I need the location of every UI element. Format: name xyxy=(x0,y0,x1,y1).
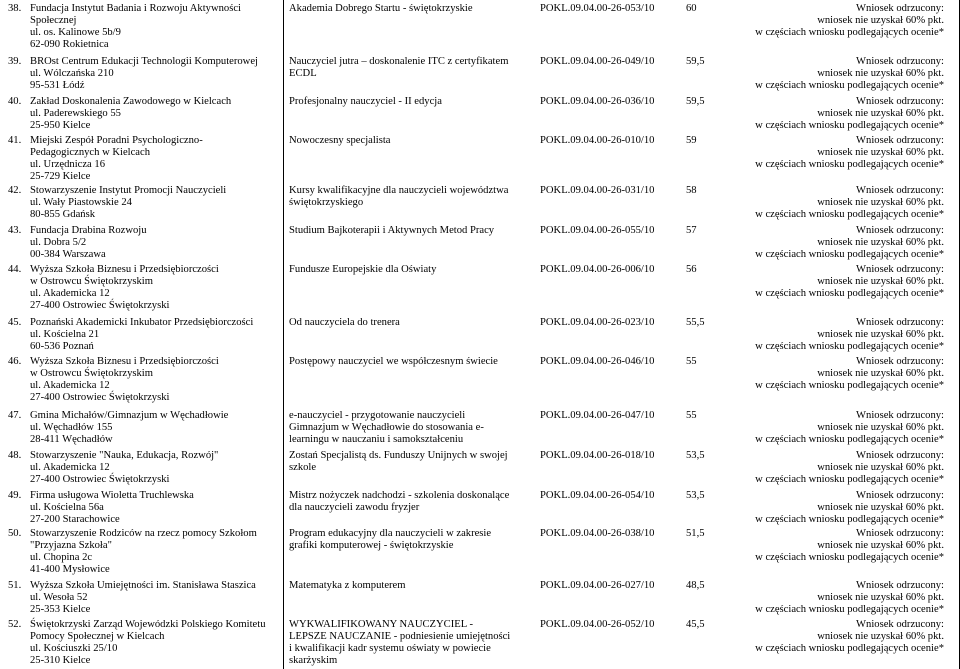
row-number: 39. xyxy=(8,56,22,67)
score-value: 59,5 xyxy=(686,56,705,67)
status-line: Wniosek odrzucony: xyxy=(856,135,944,146)
organization-line: 60-536 Poznań xyxy=(30,341,94,352)
organization-line: ul. Paderewskiego 55 xyxy=(30,108,121,119)
rejection-status xyxy=(694,3,944,39)
organization-line: 25-729 Kielce xyxy=(30,171,91,182)
status-line: w częściach wniosku podlegających ocenie* xyxy=(755,249,944,260)
status-line: wniosek nie uzyskał 60% pkt. xyxy=(817,631,944,642)
score-value: 45,5 xyxy=(686,619,705,630)
project-title xyxy=(289,490,529,514)
row-number: 51. xyxy=(8,580,22,591)
score-value: 53,5 xyxy=(686,490,705,501)
row-number: 47. xyxy=(8,410,22,421)
rejection-status xyxy=(694,264,944,300)
organization-line: ul. Wały Piastowskie 24 xyxy=(30,197,132,208)
row-number: 52. xyxy=(8,619,22,630)
organization-line: w Ostrowcu Świętokrzyskim xyxy=(30,276,153,287)
title-line: Od nauczyciela do trenera xyxy=(289,317,400,328)
project-title xyxy=(289,410,529,446)
application-code: POKL.09.04.00-26-036/10 xyxy=(540,96,655,107)
organization-line: Stowarzyszenie Instytut Promocji Nauczycieli xyxy=(30,185,227,196)
status-line: wniosek nie uzyskał 60% pkt. xyxy=(817,276,944,287)
rejection-status xyxy=(694,317,944,353)
row-number: 50. xyxy=(8,528,22,539)
applicant-organization xyxy=(30,264,280,312)
title-line: dla nauczycieli zawodu fryzjer xyxy=(289,502,420,513)
status-line: w częściach wniosku podlegających ocenie* xyxy=(755,27,944,38)
organization-line: 28-411 Węchadłów xyxy=(30,434,113,445)
status-line: w częściach wniosku podlegających ocenie* xyxy=(755,209,944,220)
status-line: w częściach wniosku podlegających ocenie* xyxy=(755,434,944,445)
organization-line: 25-950 Kielce xyxy=(30,120,91,131)
status-line: w częściach wniosku podlegających ocenie* xyxy=(755,380,944,391)
project-title xyxy=(289,3,529,15)
organization-line: Firma usługowa Wioletta Truchlewska xyxy=(30,490,194,501)
applicant-organization xyxy=(30,490,280,526)
organization-line: 25-310 Kielce xyxy=(30,655,91,666)
organization-line: ul. Akademicka 12 xyxy=(30,462,110,473)
title-line: i kwalifikacji kadr systemu oświaty w powiecie xyxy=(289,643,491,654)
score-value: 59 xyxy=(686,135,697,146)
rejection-status xyxy=(694,135,944,171)
title-line: learningu w nauczaniu i samokształceniu xyxy=(289,434,464,445)
applicant-organization xyxy=(30,56,280,92)
status-line: w częściach wniosku podlegających ocenie* xyxy=(755,514,944,525)
title-line: Gimnazjum w Węchadłowie do stosowania e- xyxy=(289,422,484,433)
application-code: POKL.09.04.00-26-038/10 xyxy=(540,528,655,539)
row-number: 46. xyxy=(8,356,22,367)
applicant-organization xyxy=(30,580,280,616)
applicant-organization xyxy=(30,225,280,261)
status-line: wniosek nie uzyskał 60% pkt. xyxy=(817,540,944,551)
title-line: Kursy kwalifikacyjne dla nauczycieli województwa xyxy=(289,185,509,196)
row-number: 45. xyxy=(8,317,22,328)
score-value: 55 xyxy=(686,356,697,367)
status-line: w częściach wniosku podlegających ocenie* xyxy=(755,341,944,352)
organization-line: Miejski Zespół Poradni Psychologiczno- xyxy=(30,135,203,146)
project-title xyxy=(289,264,529,276)
organization-line: Pedagogicznych w Kielcach xyxy=(30,147,151,158)
application-code: POKL.09.04.00-26-006/10 xyxy=(540,264,655,275)
organization-line: "Przyjazna Szkoła" xyxy=(30,540,112,551)
organization-line: BROst Centrum Edukacji Technologii Komputerowej xyxy=(30,56,258,67)
title-line: LEPSZE NAUCZANIE - podniesienie umiejętności xyxy=(289,631,511,642)
application-code: POKL.09.04.00-26-055/10 xyxy=(540,225,655,236)
application-code: POKL.09.04.00-26-046/10 xyxy=(540,356,655,367)
status-line: wniosek nie uzyskał 60% pkt. xyxy=(817,329,944,340)
organization-line: Stowarzyszenie "Nauka, Edukacja, Rozwój" xyxy=(30,450,219,461)
applicant-organization xyxy=(30,410,280,446)
title-line: ECDL xyxy=(289,68,317,79)
status-line: Wniosek odrzucony: xyxy=(856,264,944,275)
row-number: 38. xyxy=(8,3,22,14)
title-line: grafiki komputerowej - świętokrzyskie xyxy=(289,540,454,551)
project-title xyxy=(289,450,529,474)
rejection-status xyxy=(694,225,944,261)
title-line: Profesjonalny nauczyciel - II edycja xyxy=(289,96,442,107)
organization-line: ul. Węchadłów 155 xyxy=(30,422,113,433)
organization-line: 80-855 Gdańsk xyxy=(30,209,96,220)
status-line: Wniosek odrzucony: xyxy=(856,185,944,196)
organization-line: Zakład Doskonalenia Zawodowego w Kielcach xyxy=(30,96,232,107)
organization-line: 27-400 Ostrowiec Świętokrzyski xyxy=(30,392,170,403)
status-line: wniosek nie uzyskał 60% pkt. xyxy=(817,422,944,433)
organization-line: ul. Akademicka 12 xyxy=(30,380,110,391)
status-line: w częściach wniosku podlegających ocenie* xyxy=(755,604,944,615)
status-line: wniosek nie uzyskał 60% pkt. xyxy=(817,15,944,26)
organization-line: Fundacja Drabina Rozwoju xyxy=(30,225,147,236)
row-number: 44. xyxy=(8,264,22,275)
applicant-organization xyxy=(30,528,280,576)
organization-line: Społecznej xyxy=(30,15,77,26)
organization-line: Wyższa Szkoła Biznesu i Przedsiębiorczości xyxy=(30,356,219,367)
organization-line: 95-531 Łódź xyxy=(30,80,85,91)
organization-line: ul. Akademicka 12 xyxy=(30,288,110,299)
score-value: 56 xyxy=(686,264,697,275)
project-title xyxy=(289,185,529,209)
status-line: wniosek nie uzyskał 60% pkt. xyxy=(817,237,944,248)
project-title xyxy=(289,619,529,667)
application-code: POKL.09.04.00-26-047/10 xyxy=(540,410,655,421)
status-line: Wniosek odrzucony: xyxy=(856,96,944,107)
status-line: w częściach wniosku podlegających ocenie* xyxy=(755,552,944,563)
organization-line: 27-400 Ostrowiec Świętokrzyski xyxy=(30,300,170,311)
score-value: 59,5 xyxy=(686,96,705,107)
status-line: Wniosek odrzucony: xyxy=(856,580,944,591)
title-line: Postępowy nauczyciel we współczesnym świecie xyxy=(289,356,498,367)
project-title xyxy=(289,356,529,368)
organization-line: Świętokrzyski Zarząd Wojewódzki Polskiego Komitetu xyxy=(30,619,266,630)
status-line: Wniosek odrzucony: xyxy=(856,619,944,630)
rejection-status xyxy=(694,619,944,655)
applicant-organization xyxy=(30,135,280,183)
status-line: w częściach wniosku podlegających ocenie* xyxy=(755,80,944,91)
title-line: Zostań Specjalistą ds. Funduszy Unijnych w swojej xyxy=(289,450,508,461)
status-line: Wniosek odrzucony: xyxy=(856,56,944,67)
project-title xyxy=(289,225,529,237)
project-title xyxy=(289,580,529,592)
rejection-status xyxy=(694,56,944,92)
column-divider xyxy=(283,0,284,669)
applicant-organization xyxy=(30,619,280,667)
organization-line: ul. os. Kalinowe 5b/9 xyxy=(30,27,121,38)
status-line: Wniosek odrzucony: xyxy=(856,490,944,501)
rejection-status xyxy=(694,410,944,446)
project-title xyxy=(289,56,529,80)
organization-line: 62-090 Rokietnica xyxy=(30,39,109,50)
organization-line: ul. Wesoła 52 xyxy=(30,592,88,603)
status-line: wniosek nie uzyskał 60% pkt. xyxy=(817,197,944,208)
status-line: w częściach wniosku podlegających ocenie* xyxy=(755,159,944,170)
rejection-status xyxy=(694,185,944,221)
project-title xyxy=(289,528,529,552)
status-line: wniosek nie uzyskał 60% pkt. xyxy=(817,502,944,513)
organization-line: ul. Wólczańska 210 xyxy=(30,68,114,79)
project-title xyxy=(289,135,529,147)
status-line: wniosek nie uzyskał 60% pkt. xyxy=(817,592,944,603)
applicant-organization xyxy=(30,185,280,221)
score-value: 51,5 xyxy=(686,528,705,539)
row-number: 42. xyxy=(8,185,22,196)
row-number: 41. xyxy=(8,135,22,146)
title-line: Nauczyciel jutra – doskonalenie ITC z certyfikatem xyxy=(289,56,509,67)
organization-line: Wyższa Szkoła Umiejętności im. Stanisława Staszica xyxy=(30,580,256,591)
organization-line: Pomocy Społecznej w Kielcach xyxy=(30,631,165,642)
organization-line: 25-353 Kielce xyxy=(30,604,91,615)
title-line: skarżyskim xyxy=(289,655,338,666)
rejection-status xyxy=(694,490,944,526)
status-line: Wniosek odrzucony: xyxy=(856,3,944,14)
score-value: 48,5 xyxy=(686,580,705,591)
score-value: 53,5 xyxy=(686,450,705,461)
application-code: POKL.09.04.00-26-031/10 xyxy=(540,185,655,196)
application-code: POKL.09.04.00-26-054/10 xyxy=(540,490,655,501)
status-line: Wniosek odrzucony: xyxy=(856,317,944,328)
row-number: 48. xyxy=(8,450,22,461)
application-code: POKL.09.04.00-26-023/10 xyxy=(540,317,655,328)
title-line: szkole xyxy=(289,462,317,473)
organization-line: Wyższa Szkoła Biznesu i Przedsiębiorczości xyxy=(30,264,219,275)
status-line: Wniosek odrzucony: xyxy=(856,356,944,367)
rejection-status xyxy=(694,528,944,564)
application-code: POKL.09.04.00-26-053/10 xyxy=(540,3,655,14)
status-line: Wniosek odrzucony: xyxy=(856,450,944,461)
status-line: Wniosek odrzucony: xyxy=(856,225,944,236)
applicant-organization xyxy=(30,450,280,486)
score-value: 57 xyxy=(686,225,697,236)
title-line: Fundusze Europejskie dla Oświaty xyxy=(289,264,437,275)
status-line: wniosek nie uzyskał 60% pkt. xyxy=(817,368,944,379)
row-number: 49. xyxy=(8,490,22,501)
organization-line: ul. Kościuszki 25/10 xyxy=(30,643,118,654)
rejection-status xyxy=(694,450,944,486)
rejection-status xyxy=(694,356,944,392)
row-number: 43. xyxy=(8,225,22,236)
title-line: świętokrzyskiego xyxy=(289,197,364,208)
organization-line: Poznański Akademicki Inkubator Przedsiębiorczości xyxy=(30,317,254,328)
title-line: Studium Bajkoterapii i Aktywnych Metod Pracy xyxy=(289,225,495,236)
organization-line: w Ostrowcu Świętokrzyskim xyxy=(30,368,153,379)
application-code: POKL.09.04.00-26-052/10 xyxy=(540,619,655,630)
organization-line: 00-384 Warszawa xyxy=(30,249,106,260)
score-value: 60 xyxy=(686,3,697,14)
application-code: POKL.09.04.00-26-010/10 xyxy=(540,135,655,146)
status-line: Wniosek odrzucony: xyxy=(856,528,944,539)
title-line: Matematyka z komputerem xyxy=(289,580,406,591)
title-line: WYKWALIFIKOWANY NAUCZYCIEL - xyxy=(289,619,473,630)
status-line: w częściach wniosku podlegających ocenie* xyxy=(755,288,944,299)
organization-line: 27-400 Ostrowiec Świętokrzyski xyxy=(30,474,170,485)
application-code: POKL.09.04.00-26-027/10 xyxy=(540,580,655,591)
applicant-organization xyxy=(30,317,280,353)
status-line: w częściach wniosku podlegających ocenie* xyxy=(755,643,944,654)
application-code: POKL.09.04.00-26-018/10 xyxy=(540,450,655,461)
row-number: 40. xyxy=(8,96,22,107)
score-value: 55 xyxy=(686,410,697,421)
score-value: 55,5 xyxy=(686,317,705,328)
status-line: wniosek nie uzyskał 60% pkt. xyxy=(817,108,944,119)
score-value: 58 xyxy=(686,185,697,196)
organization-line: Stowarzyszenie Rodziców na rzecz pomocy Szkołom xyxy=(30,528,257,539)
status-line: w częściach wniosku podlegających ocenie* xyxy=(755,474,944,485)
status-line: wniosek nie uzyskał 60% pkt. xyxy=(817,68,944,79)
organization-line: Fundacja Instytut Badania i Rozwoju Aktywności xyxy=(30,3,241,14)
status-line: wniosek nie uzyskał 60% pkt. xyxy=(817,147,944,158)
title-line: Akademia Dobrego Startu - świętokrzyskie xyxy=(289,3,473,14)
status-line: wniosek nie uzyskał 60% pkt. xyxy=(817,462,944,473)
applicant-organization xyxy=(30,356,280,404)
organization-line: Gmina Michałów/Gimnazjum w Węchadłowie xyxy=(30,410,229,421)
title-line: Nowoczesny specjalista xyxy=(289,135,391,146)
application-code: POKL.09.04.00-26-049/10 xyxy=(540,56,655,67)
title-line: Program edukacyjny dla nauczycieli w zakresie xyxy=(289,528,492,539)
organization-line: ul. Kościelna 56a xyxy=(30,502,104,513)
status-line: Wniosek odrzucony: xyxy=(856,410,944,421)
project-title xyxy=(289,96,529,108)
organization-line: ul. Urzędnicza 16 xyxy=(30,159,106,170)
organization-line: ul. Chopina 2c xyxy=(30,552,93,563)
title-line: e-nauczyciel - przygotowanie nauczycieli xyxy=(289,410,466,421)
organization-line: ul. Kościelna 21 xyxy=(30,329,100,340)
rejection-status xyxy=(694,580,944,616)
status-line: w częściach wniosku podlegających ocenie* xyxy=(755,120,944,131)
applicant-organization xyxy=(30,3,280,51)
organization-line: 27-200 Starachowice xyxy=(30,514,120,525)
organization-line: 41-400 Mysłowice xyxy=(30,564,110,575)
organization-line: ul. Dobra 5/2 xyxy=(30,237,87,248)
rejection-status xyxy=(694,96,944,132)
title-line: Mistrz nożyczek nadchodzi - szkolenia doskonalące xyxy=(289,490,510,501)
applicant-organization xyxy=(30,96,280,132)
project-title xyxy=(289,317,529,329)
